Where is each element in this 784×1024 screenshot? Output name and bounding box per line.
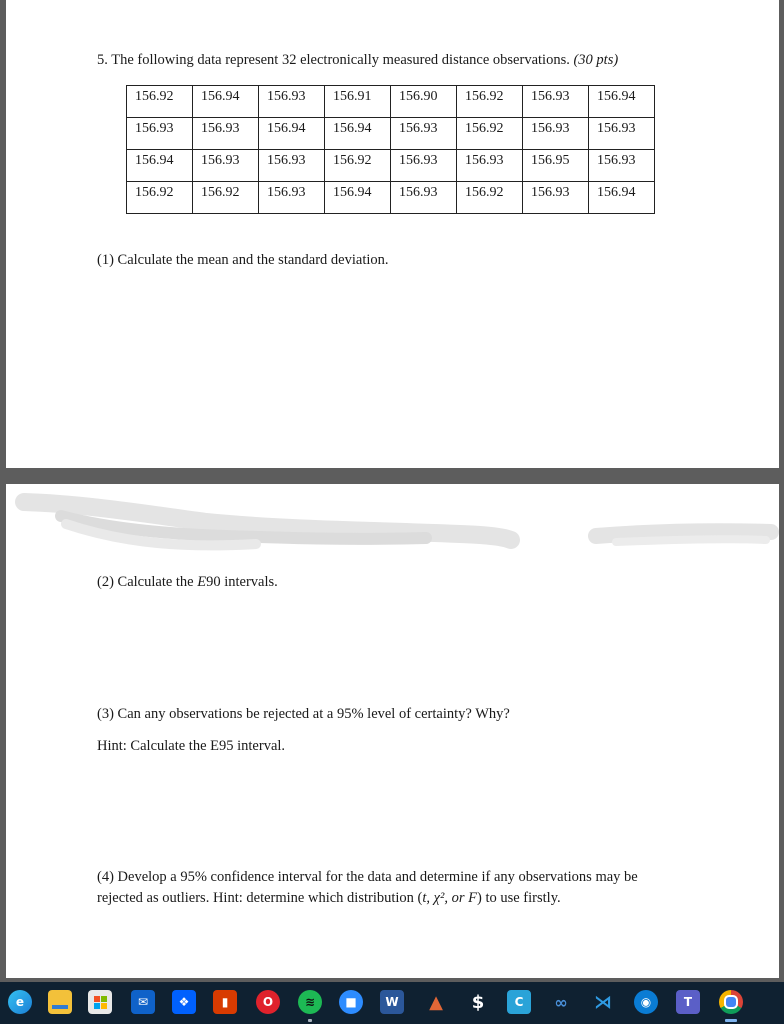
table-cell: 156.93 (457, 150, 523, 182)
table-cell: 156.92 (127, 182, 193, 214)
problem-heading (97, 52, 618, 69)
dropbox-icon[interactable]: ❖ (172, 990, 196, 1014)
table-cell: 156.93 (523, 182, 589, 214)
observations-table (126, 85, 655, 214)
spotify-icon[interactable]: ≋ (298, 990, 322, 1014)
mail-icon[interactable]: ✉ (131, 990, 155, 1014)
table-row (127, 182, 655, 214)
table-cell: 156.95 (523, 150, 589, 182)
document-page-2 (6, 484, 779, 978)
question-1: (1) Calculate the mean and the standard deviation. (97, 252, 389, 268)
table-cell: 156.93 (589, 118, 655, 150)
question-4-line-1: (4) Develop a 95% confidence interval for the data and determine if any observations may be (97, 869, 638, 885)
redaction-scribble (6, 484, 779, 564)
problem-heading-text: 5. The following data represent 32 electronically measured distance observations. (97, 52, 570, 68)
chrome-running-indicator (725, 1019, 737, 1022)
question-2-prefix: (2) Calculate the (97, 574, 198, 590)
table-cell: 156.90 (391, 86, 457, 118)
question-3-hint: Hint: Calculate the E95 interval. (97, 738, 286, 754)
question-4-line-2 (97, 890, 561, 907)
table-cell: 156.94 (127, 150, 193, 182)
table-cell: 156.94 (259, 118, 325, 150)
table-cell: 156.93 (391, 118, 457, 150)
question-2-suffix: 90 intervals. (206, 574, 278, 590)
table-cell: 156.93 (523, 118, 589, 150)
zoom-icon[interactable]: ■ (339, 990, 363, 1014)
table-cell: 156.93 (391, 150, 457, 182)
table-cell: 156.92 (325, 150, 391, 182)
office-icon[interactable]: ▮ (213, 990, 237, 1014)
sigma-icon[interactable]: $ (471, 991, 485, 1013)
teams-icon[interactable]: T (676, 990, 700, 1014)
matlab-icon[interactable]: ▲ (429, 991, 443, 1013)
table-row (127, 86, 655, 118)
file-explorer-icon[interactable] (48, 990, 72, 1014)
camtasia-icon[interactable]: C (507, 990, 531, 1014)
spotify-running-indicator (308, 1019, 312, 1022)
table-cell: 156.93 (127, 118, 193, 150)
table-cell: 156.92 (457, 182, 523, 214)
question-4-prefix: rejected as outliers. Hint: determine which distribution ( (97, 890, 423, 906)
table-cell: 156.92 (127, 86, 193, 118)
document-page-1 (6, 0, 779, 468)
table-cell: 156.93 (589, 150, 655, 182)
question-4-suffix: ) to use firstly. (477, 890, 561, 906)
table-cell: 156.94 (589, 86, 655, 118)
edge-icon[interactable]: e (8, 990, 32, 1014)
word-icon[interactable]: W (380, 990, 404, 1014)
vscode-icon[interactable]: ⋊ (594, 991, 612, 1013)
question-2 (97, 574, 278, 591)
creative-cloud-icon[interactable]: ∞ (554, 992, 568, 1012)
question-2-italic: E (197, 574, 207, 590)
question-4-distributions: t, χ², or F (422, 890, 477, 906)
table-cell: 156.93 (391, 182, 457, 214)
table-cell: 156.93 (259, 182, 325, 214)
table-cell: 156.93 (259, 86, 325, 118)
chrome-icon[interactable] (719, 990, 743, 1014)
table-cell: 156.92 (457, 86, 523, 118)
table-cell: 156.94 (589, 182, 655, 214)
table-cell: 156.94 (325, 182, 391, 214)
table-cell: 156.93 (193, 150, 259, 182)
table-cell: 156.92 (193, 182, 259, 214)
table-cell: 156.93 (523, 86, 589, 118)
taskbar (0, 982, 784, 1024)
table-row (127, 118, 655, 150)
table-cell: 156.94 (325, 118, 391, 150)
table-cell: 156.94 (193, 86, 259, 118)
table-cell: 156.93 (259, 150, 325, 182)
table-cell: 156.92 (457, 118, 523, 150)
store-icon[interactable] (88, 990, 112, 1014)
question-3: (3) Can any observations be rejected at a 95% level of certainty? Why? (97, 706, 510, 722)
table-row (127, 150, 655, 182)
vpn-icon[interactable]: ◉ (634, 990, 658, 1014)
table-cell: 156.91 (325, 86, 391, 118)
problem-points: (30 pts) (573, 52, 619, 68)
opera-icon[interactable]: O (256, 990, 280, 1014)
table-cell: 156.93 (193, 118, 259, 150)
